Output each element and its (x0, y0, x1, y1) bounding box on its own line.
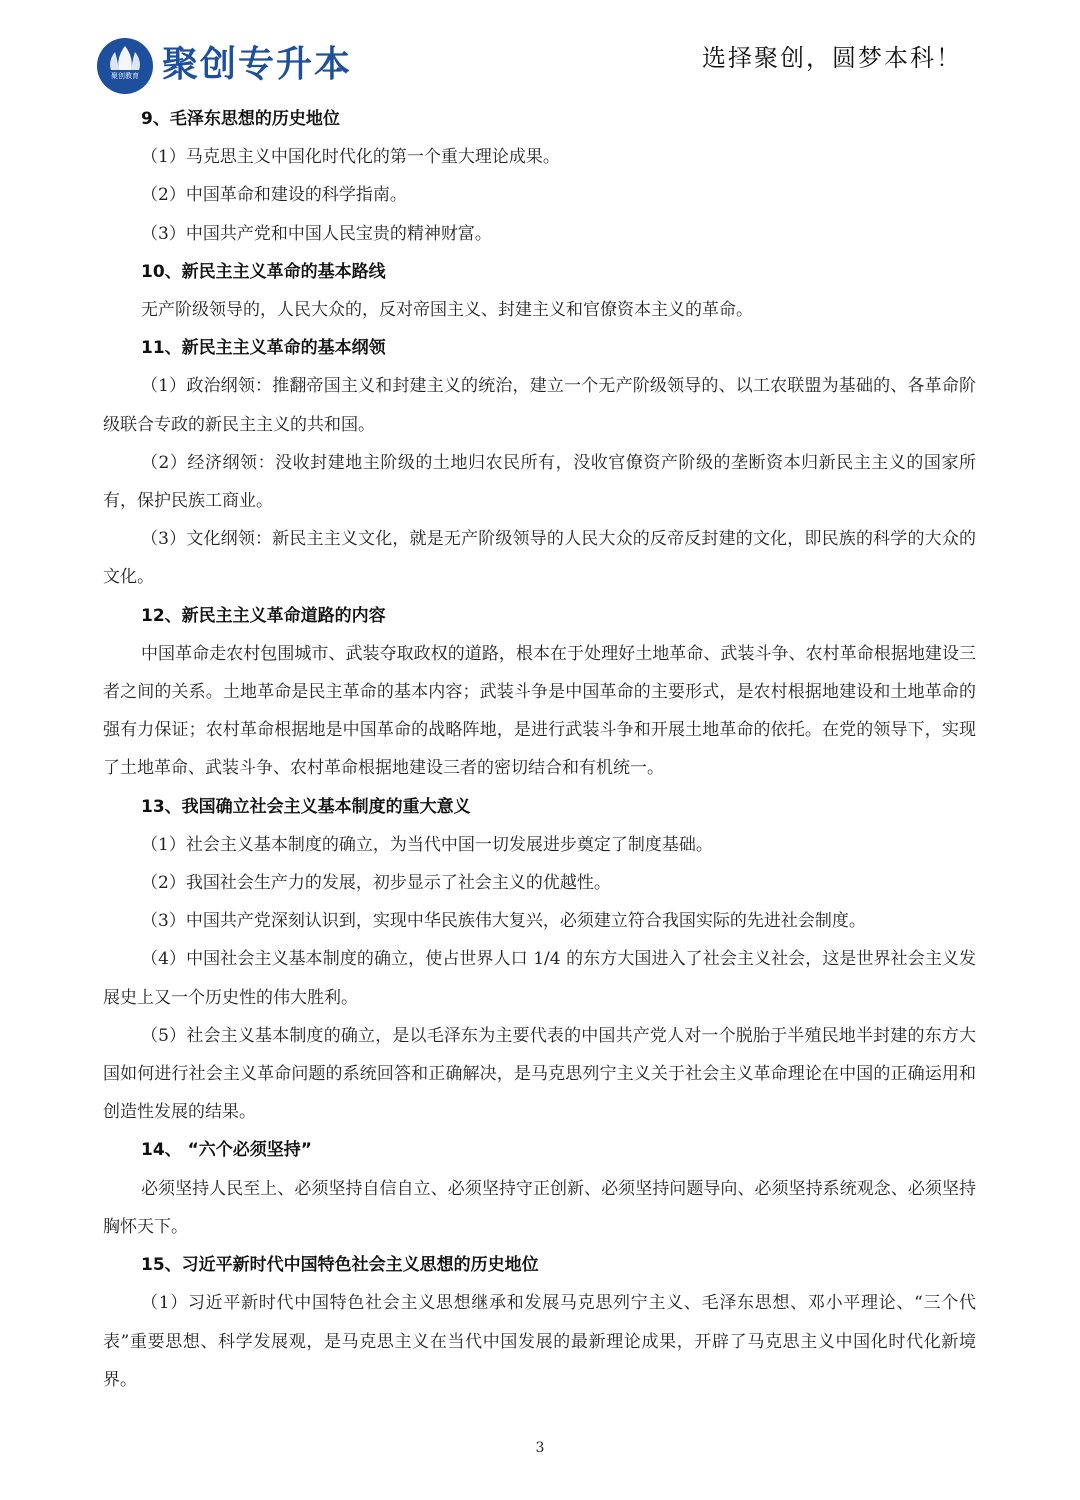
section-paragraph: 无产阶级领导的，人民大众的，反对帝国主义、封建主义和官僚资本主义的革命。 (141, 300, 753, 321)
section-9 (103, 100, 976, 253)
section-paragraph: （2）我国社会生产力的发展，初步显示了社会主义的优越性。 (141, 873, 611, 894)
section-14 (103, 1131, 976, 1246)
section-heading: 15、习近平新时代中国特色社会主义思想的历史地位 (141, 1255, 539, 1276)
section-paragraph: （3）中国共产党和中国人民宝贵的精神财富。 (141, 223, 492, 244)
section-paragraph: （2）中国革命和建设的科学指南。 (141, 185, 407, 206)
section-heading: 9、毛泽东思想的历史地位 (141, 109, 340, 129)
section-paragraph: 必须坚持人民至上、必须坚持自信自立、必须坚持守正创新、必须坚持问题导向、必须坚持系统观念、必须坚持胸怀天下。 (103, 1178, 976, 1237)
section-13 (103, 788, 976, 1132)
header-slogan: 选择聚创，圆梦本科！ (702, 44, 962, 72)
logo-mark-text: 聚创教育 (111, 72, 139, 80)
section-paragraph: （4）中国社会主义基本制度的确立，使占世界人口 1/4 的东方大国进入了社会主义社会，这是世界社会主义发展史上又一个历史性的伟大胜利。 (103, 949, 976, 1008)
section-paragraph: （1）政治纲领：推翻帝国主义和封建主义的统治，建立一个无产阶级领导的、以工农联盟为基础的、各革命阶级联合专政的新民主主义的共和国。 (103, 376, 976, 435)
section-heading: 10、新民主主义革命的基本路线 (141, 261, 386, 282)
section-paragraph: （1）社会主义基本制度的确立，为当代中国一切发展进步奠定了制度基础。 (141, 834, 713, 855)
section-paragraph: （2）经济纲领：没收封建地主阶级的土地归农民所有，没收官僚资产阶级的垄断资本归新民主主义的国家所有，保护民族工商业。 (103, 452, 976, 512)
section-12 (103, 597, 976, 788)
section-paragraph: （5）社会主义基本制度的确立，是以毛泽东为主要代表的中国共产党人对一个脱胎于半殖民地半封建的东方大国如何进行社会主义革命问题的系统回答和正确解决，是马克思列宁主义关于社会主义革命理论在中国的正确运用和创造性发展的结果。 (103, 1025, 976, 1123)
page-header (0, 0, 1080, 100)
brand-name: 聚创专升本 (162, 44, 353, 85)
section-paragraph: （3）中国共产党深刻认识到，实现中华民族伟大复兴，必须建立符合我国实际的先进社会制度。 (141, 911, 866, 932)
section-heading: 11、新民主主义革命的基本纲领 (141, 338, 386, 359)
document-body (103, 100, 976, 1399)
section-10 (103, 253, 976, 329)
section-paragraph: （3）文化纲领：新民主主义文化，就是无产阶级领导的人民大众的反帝反封建的文化，即民族的科学的大众的文化。 (103, 529, 976, 588)
section-heading: 12、新民主主义革命道路的内容 (141, 605, 386, 626)
section-paragraph: 中国革命走农村包围城市、武装夺取政权的道路，根本在于处理好土地革命、武装斗争、农村革命根据地建设三者之间的关系。土地革命是民主革命的基本内容；武装斗争是中国革命的主要形式，是农村根据地建设和土地革命的强有力保证；农村革命根据地是中国革命的战略阵地，是进行武装斗争和开展土地革命的依托。在党的领导下，实现了土地革命、武装斗争、农村革命根据地建设三者的密切结合和有机统一。 (103, 643, 976, 779)
section-paragraph: （1）马克思主义中国化时代化的第一个重大理论成果。 (141, 147, 560, 168)
section-heading: 13、我国确立社会主义基本制度的重大意义 (141, 796, 471, 817)
logo-icon (97, 38, 153, 94)
section-15 (103, 1246, 976, 1399)
section-paragraph: （1）习近平新时代中国特色社会主义思想继承和发展马克思列宁主义、毛泽东思想、邓小平理论、“三个代表”重要思想、科学发展观，是马克思主义在当代中国发展的最新理论成果，开辟了马克思主义中国化时代化新境界。 (103, 1293, 976, 1390)
section-heading: 14、 “六个必须坚持” (141, 1140, 312, 1161)
section-11 (103, 329, 976, 596)
page-number: 3 (535, 1440, 545, 1456)
